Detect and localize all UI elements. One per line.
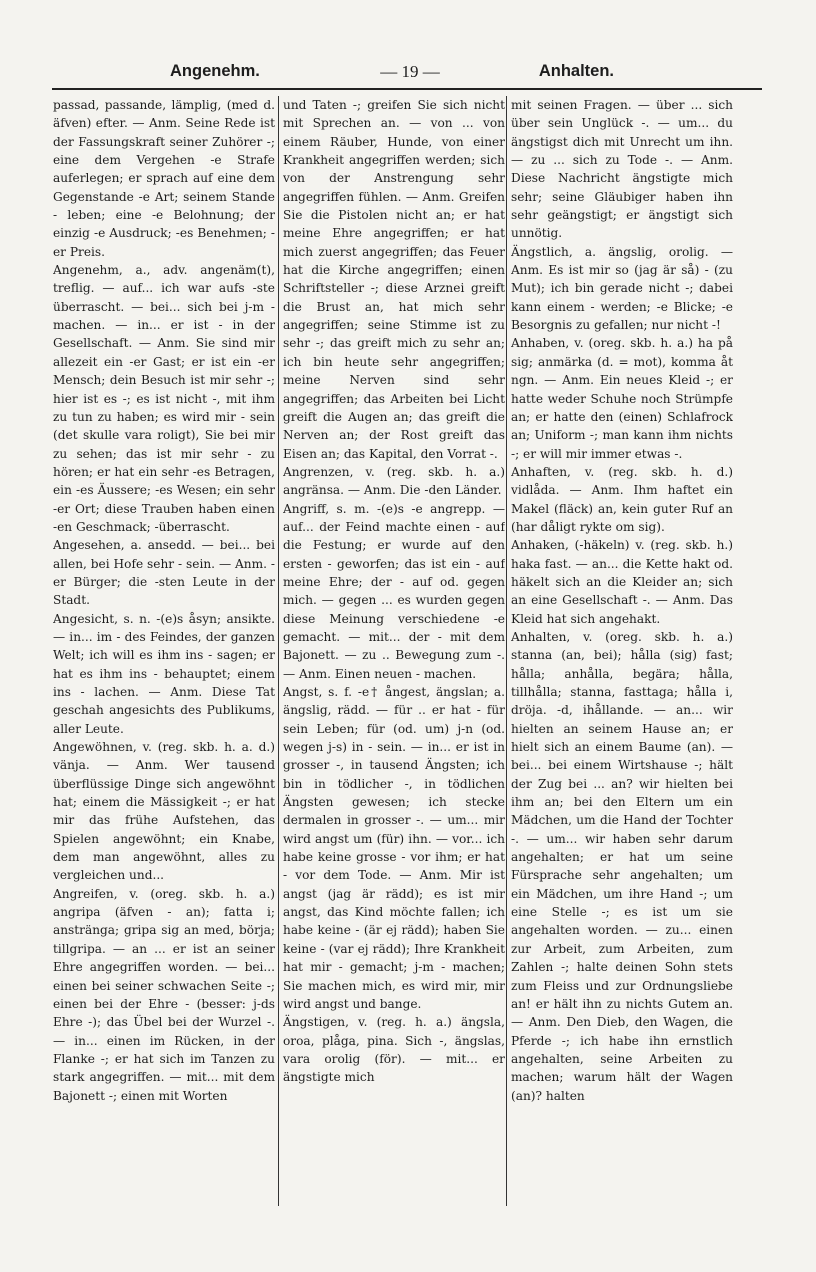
entry-angreifen: Angreifen, v. (oreg. skb. h. a.) angripa (äfven - an); fatta i; anstränga; gripa sig an med, börja; tillgripa. — an ... er ist an seiner Ehre angegriffen worden. — bei... einen bei seiner schwachen Seite -; einen bei der Ehre - (besser: j-ds Ehre -); das Übel bei der Wurzel -. — in... einen im Rücken, in der Flanke -; er hat sich im Tanzen zu stark angegriffen. — mit... mit dem Bajonett -; einen mit Worten [53, 886, 275, 1103]
entry-angenehm: Angenehm, a., adv. angenäm(t), treflig. — auf... ich war aufs -ste überrascht. — bei... sich bei j-m - machen. — in... er ist - in der Gesellschaft. — Anm. Sie sind mir allezeit ein -er Gast; er ist ein -er Mensch; dein Besuch ist mir sehr -; hier ist es -; es ist nicht -, mit ihm zu tun zu haben; es wird mir - sein (det skulle vara roligt), Sie bei mir zu sehen; das ist mir sehr - zu hören; er hat ein sehr -es Betragen, ein -es Äussere; -es Wesen; ein sehr -er Ort; diese Trauben haben einen -en Geschmack; -überrascht. [53, 263, 275, 534]
column-2 [283, 96, 505, 1206]
page-number: — 19 — [380, 62, 440, 81]
page-header [52, 58, 764, 86]
entry-angrenzen: Angrenzen, v. (reg. skb. h. a.) angränsa. — Anm. Die -den Länder. [283, 464, 505, 498]
column-divider [506, 96, 507, 1206]
entry-angewoehnen: Angewöhnen, v. (reg. skb. h. a. d.) vänja. — Anm. Wer tausend überflüssige Dinge sich angewöhnt hat; einem die Mässigkeit -; er hat mir das frühe Aufstehen, das Spielen angewöhnt; ein Knabe, dem man angewöhnt, alles zu vergleichen und... [53, 740, 275, 883]
header-left-guideword: Angenehm. [170, 62, 260, 80]
header-rule [52, 88, 762, 90]
entry-aengstigen: Ängstigen, v. (reg. h. a.) ängsla, oroa, plåga, pina. Sich -, ängslas, vara orolig (för). — mit... er ängstigte mich [283, 1015, 505, 1085]
entry-anhaben: Anhaben, v. (oreg. skb. h. a.) ha på sig; anmärka (d. = mot), komma åt ngn. — Anm. Ein neues Kleid -; er hatte weder Schuhe noch Strümpfe an; er hatte den (einen) Schlafrock an; Uniform -; man kann ihm nichts -; er will mir immer etwas -. [511, 336, 733, 461]
column-3 [511, 96, 733, 1206]
entry-anhaften: Anhaften, v. (reg. skb. h. d.) vidlåda. — Anm. Ihm haftet ein Makel (fläck) an, kein guter Ruf an (har dåligt rykte om sig). [511, 464, 733, 534]
column-divider [278, 96, 279, 1206]
entry-angesicht: Angesicht, s. n. -(e)s åsyn; ansikte. — in... im - des Feindes, der ganzen Welt; ich will es ihm ins - sagen; er hat es ihm ins - behauptet; einem ins - lachen. — Anm. Diese Tat geschah angesichts des Publikums, aller Leute. [53, 611, 275, 736]
entry-angst: Angst, s. f. -e† ångest, ängslan; a. ängslig, rädd. — für .. er hat - für sein Leben; für (od. um) j-n (od. wegen j-s) in - sein. — in... er ist in grosser -, in tausend Ängsten; ich bin in tödlicher -, in tödlichen Ängsten gewesen; ich stecke dermalen in grosser -. — um... mir wird angst um (für) ihn. — vor... ich habe keine grosse - vor ihm; er hat - vor dem Tode. — Anm. Mir ist angst (jag är rädd); es ist mir angst, das Kind möchte fallen; ich habe keine - (är ej rädd); haben Sie keine - (var ej rädd); Ihre Krankheit hat mir - gemacht; j-m - machen; Sie machen mich, es wird mir, mir wird angst und bange. [283, 685, 505, 1011]
entry-angesehen: Angesehen, a. ansedd. — bei... bei allen, bei Hofe sehr - sein. — Anm. -er Bürger; die -sten Leute in der Stadt. [53, 538, 275, 608]
column-1 [53, 96, 275, 1206]
entry-paragraph: mit seinen Fragen. — über ... sich über sein Unglück -. — um... du ängstigst dich mit Unrecht um ihn. — zu ... sich zu Tode -. — Anm. Diese Nachricht ängstigte mich sehr; seine Gläubiger haben ihn sehr geängstigt; er ängstigt sich unnötig. [511, 98, 733, 241]
entry-anhalten: Anhalten, v. (oreg. skb. h. a.) stanna (an, bei); hålla (sig) fast; hålla; anhålla, begära; hålla, tillhålla; stanna, fasttaga; hålla i, dröja. -d, ihållande. — an... wir hielten an seinem Hause an; er hielt sich an einem Baume (an). — bei... bei einem Wirtshause -; hält der Zug bei ... an? wir hielten bei ihm an; bei den Eltern um ein Mädchen, um die Hand der Tochter -. — um... wir haben sehr darum angehalten; er hat um seine Fürsprache sehr angehalten; um ein Mädchen, um ihre Hand -; um eine Stelle -; es ist um sie angehalten worden. — zu... einen zur Arbeit, zum Arbeiten, zum Zahlen -; halte deinen Sohn stets zum Fleiss und zur Ordnungsliebe an! er hält ihn zu nichts Gutem an. — Anm. Den Dieb, den Wagen, die Pferde -; ich habe ihn ernstlich angehalten, seine Arbeiten zu machen; warum hält der Wagen (an)? halten [511, 629, 733, 1103]
entry-paragraph: und Taten -; greifen Sie sich nicht mit Sprechen an. — von ... von einem Räuber, Hunde, von einer Krankheit angegriffen werden; sich von der Anstrengung sehr angegriffen fühlen. — Anm. Greifen Sie die Pistolen nicht an; er hat meine Ehre angegriffen; er hat mich zuerst angegriffen; das Feuer hat die Kirche angegriffen; einen Schriftsteller -; diese Arznei greift die Brust an, hat mich sehr angegriffen; seine Stimme ist zu sehr -; das greift mich zu sehr an; ich bin heute sehr angegriffen; meine Nerven sind sehr angegriffen; das Arbeiten bei Licht greift die Augen an; das greift die Nerven an; der Rost greift das Eisen an; das Kapital, den Vorrat -. [283, 98, 505, 461]
header-right-guideword: Anhalten. [538, 62, 614, 80]
entry-angriff: Angriff, s. m. -(e)s -e angrepp. — auf... der Feind machte einen - auf die Festung; er wurde auf den ersten - geworfen; das ist ein - auf meine Ehre; der - auf od. gegen mich. — gegen ... es wurden gegen diese Meinung verschiedene -e gemacht. — mit... der - mit dem Bajonett. — zu .. Bewegung zum -. — Anm. Einen neuen - machen. [283, 501, 505, 681]
entry-anhaken: Anhaken, (-häkeln) v. (reg. skb. h.) haka fast. — an... die Kette hakt od. häkelt sich an die Kleider an; sich an eine Gesellschaft -. — Anm. Das Kleid hat sich angehakt. [511, 538, 733, 626]
entry-aengstlich: Ängstlich, a. ängslig, orolig. — Anm. Es ist mir so (jag är så) - (zu Mut); ich bin gerade nicht -; dabei kann einem - werden; -e Blicke; -e Besorgnis zu gefallen; nur nicht -! [511, 244, 733, 333]
entry-paragraph: passad, passande, lämplig, (med d. äfven) efter. — Anm. Seine Rede ist der Fassungskraft seiner Zuhörer -; eine dem Vergehen -e Strafe auferlegen; er sprach auf eine dem Gegenstande -e Art; seinem Stande - leben; eine -e Belohnung; der einzig -e Ausdruck; -es Benehmen; -er Preis. [53, 98, 275, 259]
